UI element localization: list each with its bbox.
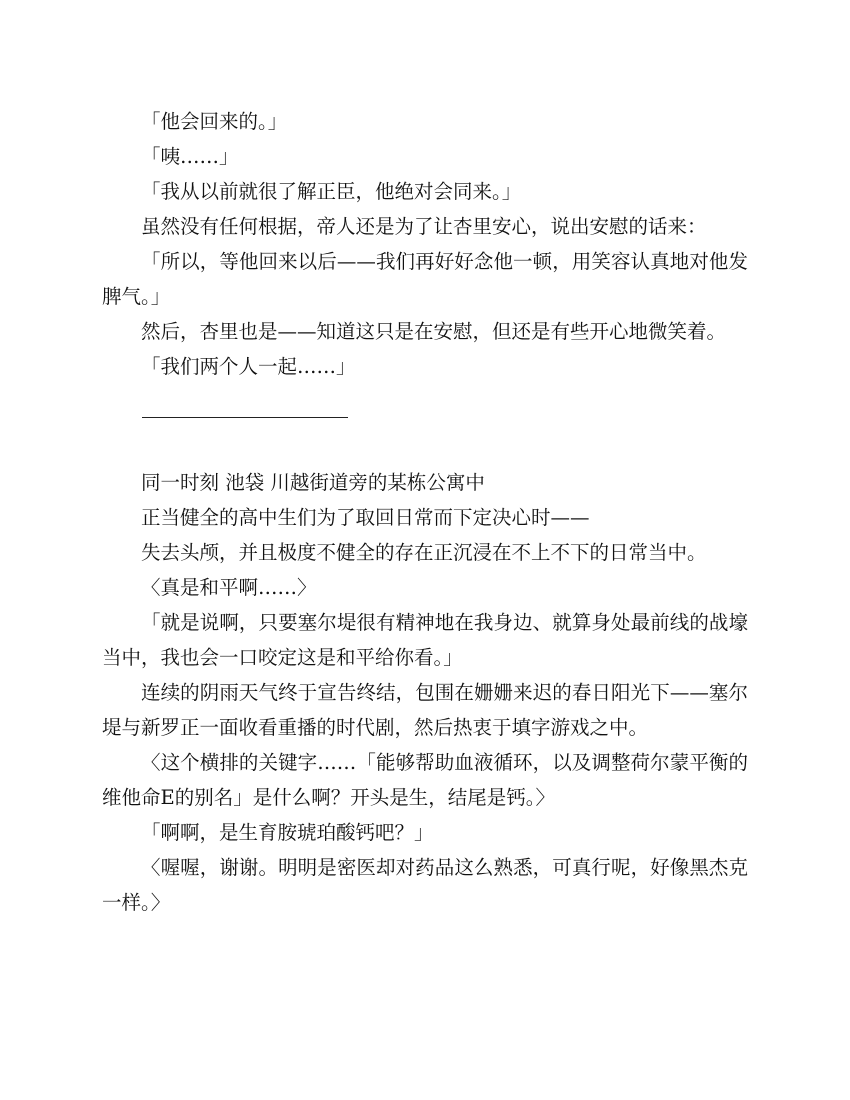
paragraph: 「我从以前就很了解正臣，他绝对会同来。」 [141, 180, 522, 203]
paragraph: 失去头颅，并且极度不健全的存在正沉浸在不上不下的日常当中。 [141, 541, 707, 564]
paragraph: 「就是说啊，只要塞尔堤很有精神地在我身边、就算身处最前线的战壕当中，我也会一口咬定这是和平给你看。」 [102, 611, 748, 669]
section-separator [142, 417, 348, 418]
paragraph: 连续的阴雨天气终于宣告终结，包围在姗姗来迟的春日阳光下——塞尔堤与新罗正一面收看重播的时代剧，然后热衷于填字游戏之中。 [102, 681, 748, 739]
paragraph: 「咦……」 [141, 145, 239, 168]
paragraph: 「我们两个人一起……」 [141, 355, 356, 378]
paragraph: 正当健全的高中生们为了取回日常而下定决心时—— [141, 506, 590, 529]
paragraph: 然后，杏里也是——知道这只是在安慰，但还是有些开心地微笑着。 [141, 320, 727, 343]
paragraph: 「啊啊，是生育胺琥珀酸钙吧？」 [141, 821, 434, 844]
paragraph: 虽然没有任何根据，帝人还是为了让杏里安心，说出安慰的话来： [141, 215, 707, 238]
paragraph: 〈喔喔，谢谢。明明是密医却对药品这么熟悉，可真行呢，好像黑杰克一样。〉 [102, 856, 748, 914]
paragraph: 〈这个横排的关键字……「能够帮助血液循环，以及调整荷尔蒙平衡的维他命E的别名」是什么啊？开头是生，结尾是钙。〉 [102, 751, 748, 809]
document-page [102, 104, 748, 920]
paragraph: 「所以，等他回来以后——我们再好好念他一顿，用笑容认真地对他发脾气。」 [102, 250, 748, 308]
scene-heading: 同一时刻 池袋 川越街道旁的某栋公寓中 [141, 471, 485, 494]
paragraph: 「他会回来的。」 [141, 110, 288, 133]
paragraph: 〈真是和平啊……〉 [141, 576, 317, 599]
